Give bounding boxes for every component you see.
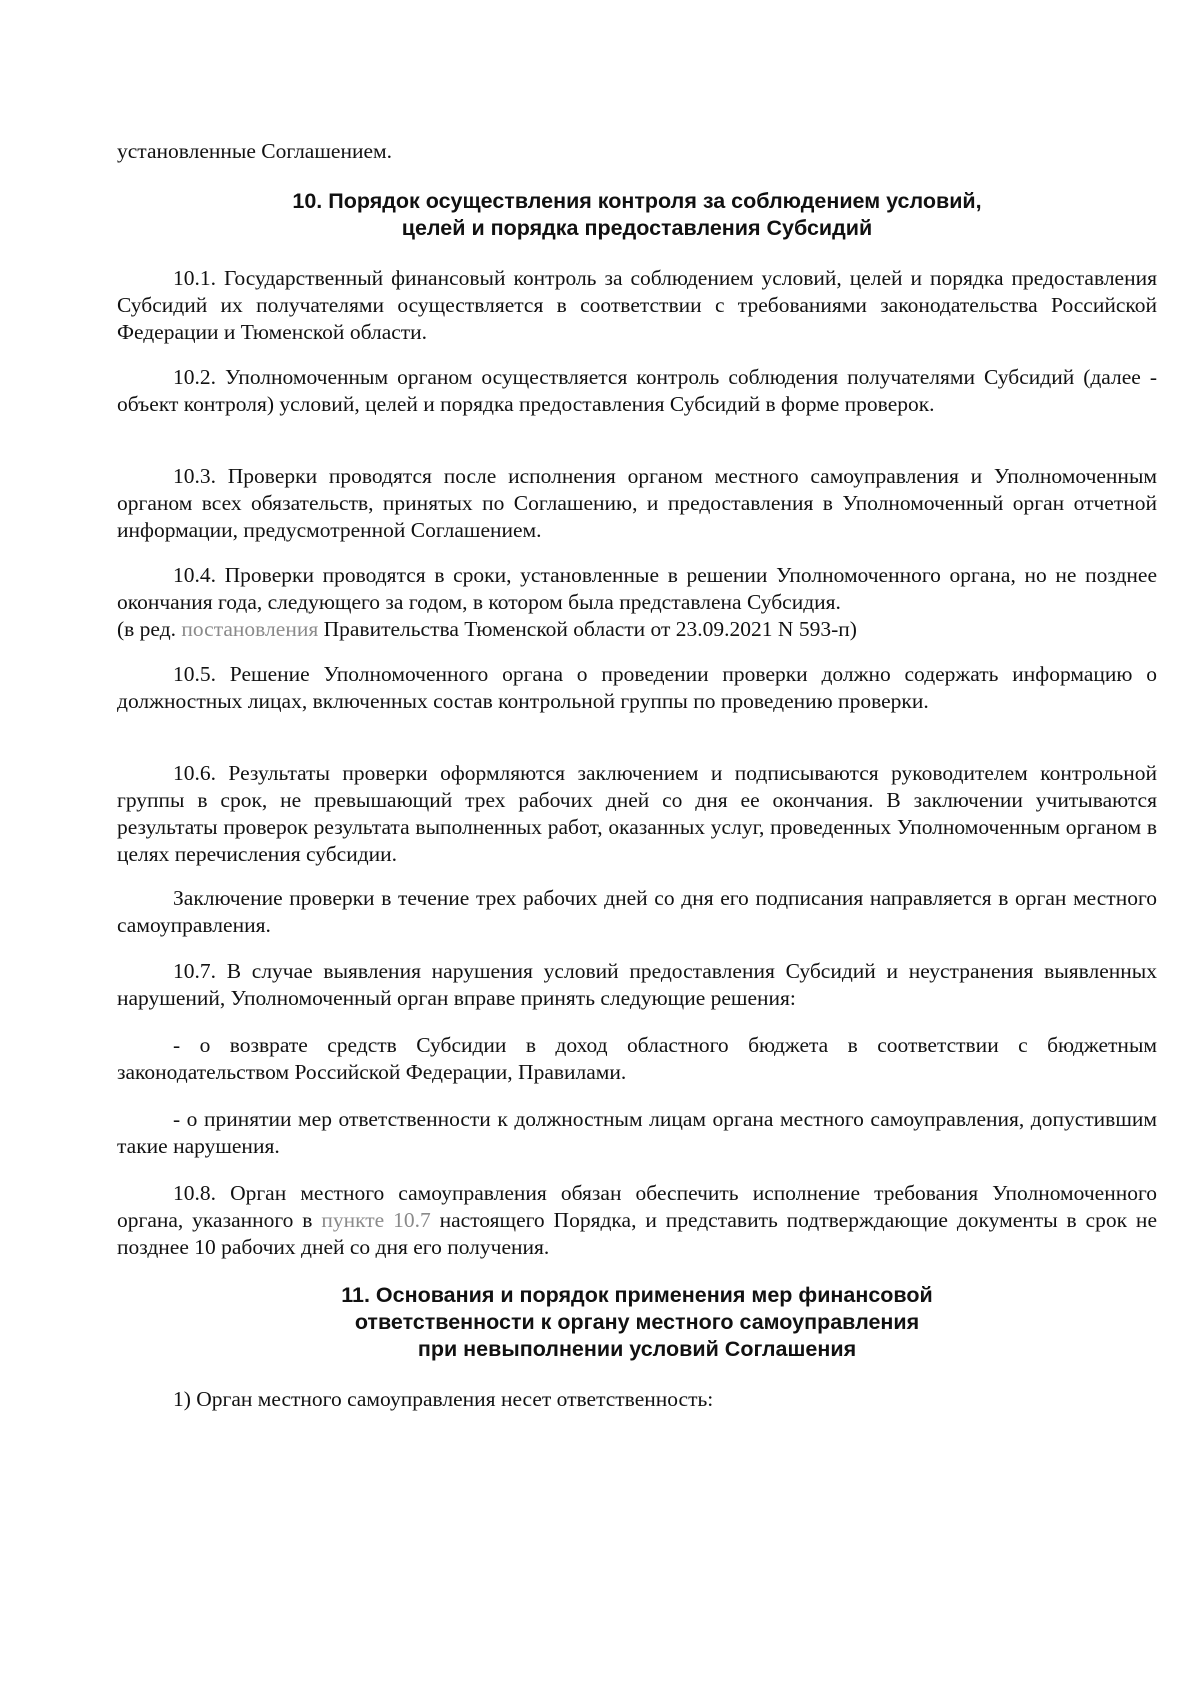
paragraph-10-3: 10.3. Проверки проводятся после исполнения органом местного самоуправления и Уполномоченным органом всех обязательств, принятых по Соглашению, и предоставления в Уполномоченный орган отчетной информации, предусмотренной Соглашением. [117, 464, 1157, 542]
intro-paragraph: установленные Соглашением. [117, 139, 392, 163]
amendment-prefix: (в ред. [117, 617, 182, 641]
paragraph-10-7-item-2: - о принятии мер ответственности к должностным лицам органа местного самоуправления, допустившим такие нарушения. [117, 1107, 1157, 1158]
paragraph-10-2: 10.2. Уполномоченным органом осуществляется контроль соблюдения получателями Субсидий (далее - объект контроля) условий, целей и порядка предоставления Субсидий в форме проверок. [117, 365, 1157, 416]
paragraph-10-8-text-1: 10.8. Орган местного самоуправления обязан обеспечить исполнение требования Уполномоченного органа, указанного в [117, 1181, 1157, 1232]
amendment-decree-link[interactable]: постановления [181, 617, 319, 641]
paragraph-10-6-conclusion: Заключение проверки в течение трех рабочих дней со дня его подписания направляется в орган местного самоуправления. [117, 886, 1157, 937]
paragraph-10-7: 10.7. В случае выявления нарушения условий предоставления Субсидий и неустранения выявленных нарушений, Уполномоченный орган вправе принять следующие решения: [117, 959, 1157, 1010]
section-11-heading-line-3: при невыполнении условий Соглашения [417, 1337, 857, 1361]
amendment-suffix: Правительства Тюменской области от 23.09.2021 N 593-п) [318, 617, 857, 641]
amendment-note [117, 616, 1157, 643]
section-11-heading [117, 1282, 1157, 1363]
section-10-heading-line-2: целей и порядка предоставления Субсидий [401, 216, 873, 240]
paragraph-10-6: 10.6. Результаты проверки оформляются заключением и подписываются руководителем контрольной группы в срок, не превышающий трех рабочих дней со дня ее окончания. В заключении учитываются результаты проверок результата выполненных работ, оказанных услуг, проведенных Уполномоченным органом в целях перечисления субсидии. [117, 761, 1157, 866]
paragraph-10-5: 10.5. Решение Уполномоченного органа о проведении проверки должно содержать информацию о должностных лицах, включенных состав контрольной группы по проведению проверки. [117, 662, 1157, 713]
paragraph-10-8 [117, 1180, 1157, 1261]
paragraph-10-7-item-1: - о возврате средств Субсидии в доход областного бюджета в соответствии с бюджетным законодательством Российской Федерации, Правилами. [117, 1033, 1157, 1084]
section-10-heading [117, 188, 1157, 242]
paragraph-10-8-text-2: настоящего Порядка, и представить подтверждающие документы в срок не позднее 10 рабочих дней со дня его получения. [117, 1208, 1157, 1259]
section-11-heading-line-1: 11. Основания и порядок применения мер финансовой [341, 1283, 933, 1307]
section-10-heading-line-1: 10. Порядок осуществления контроля за соблюдением условий, [292, 189, 982, 213]
paragraph-10-4-block [117, 562, 1157, 643]
paragraph-10-1: 10.1. Государственный финансовый контроль за соблюдением условий, целей и порядка предоставления Субсидий их получателями осуществляется в соответствии с требованиями законодательства Российской Федерации и Тюменской области. [117, 266, 1157, 344]
paragraph-10-4: 10.4. Проверки проводятся в сроки, установленные в решении Уполномоченного органа, но не позднее окончания года, следующего за годом, в котором была представлена Субсидия. [117, 563, 1157, 614]
paragraph-11-1: 1) Орган местного самоуправления несет ответственность: [173, 1387, 714, 1411]
clause-10-7-link[interactable]: пункте 10.7 [321, 1208, 431, 1232]
section-11-heading-line-2: ответственности к органу местного самоуправления [354, 1310, 920, 1334]
